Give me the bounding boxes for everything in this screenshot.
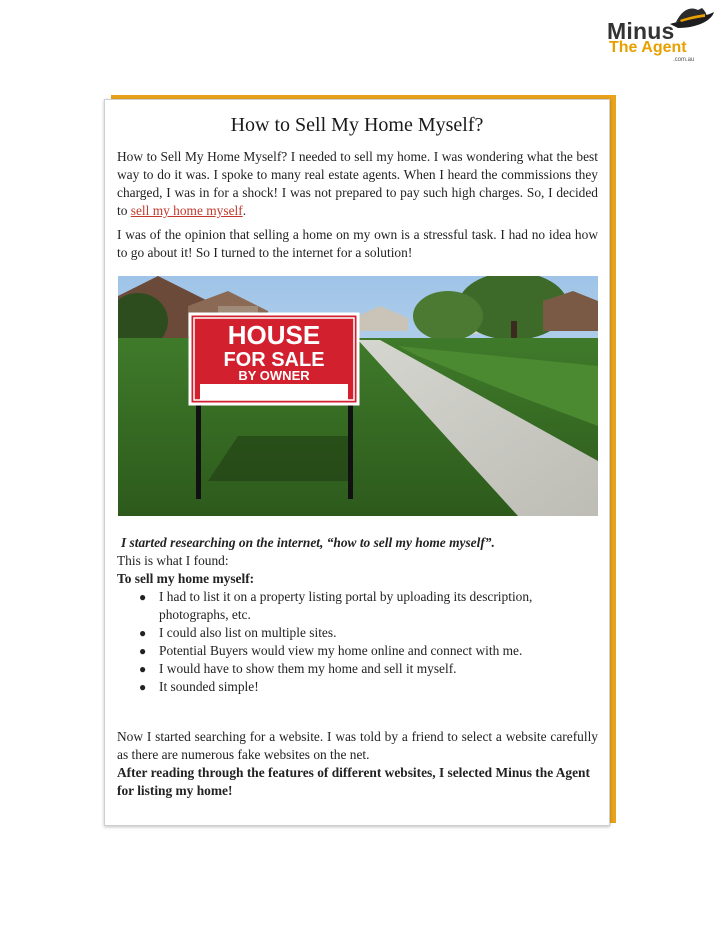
for-sale-sign-photo — [118, 276, 598, 516]
list-item-text: I could also list on multiple sites. — [159, 625, 337, 640]
sign-line3: BY OWNER — [238, 368, 310, 383]
sign-line1: HOUSE — [227, 320, 321, 350]
brand-name-line1: Minus — [607, 18, 675, 44]
bullet-icon: ● — [139, 662, 147, 676]
steps-list — [117, 588, 601, 696]
article-title: How to Sell My Home Myself? — [230, 114, 484, 136]
list-item-text: I would have to show them my home and sell it myself. — [159, 661, 457, 676]
brand-logo — [606, 4, 718, 64]
fedora-hat-icon — [668, 4, 716, 30]
list-item-text: I had to list it on a property listing portal by uploading its description, photographs, etc. — [159, 589, 533, 622]
list-item-text: It sounded simple! — [159, 679, 259, 694]
list-item — [117, 642, 601, 660]
article-card — [104, 99, 610, 826]
list-item-text: Potential Buyers would view my home online and connect with me. — [159, 643, 523, 658]
intro-text: How to Sell My Home Myself? I needed to sell my home. I was wondering what the best way to do it was. I spoke to many real estate agents. When I heard the commissions they charged, I was in for a shock! I was not prepared to pay such high charges. So, I decided to — [117, 149, 598, 218]
bullet-icon: ● — [139, 590, 147, 604]
bullet-icon: ● — [139, 626, 147, 640]
intro-paragraph — [117, 148, 598, 220]
conclusion-paragraph: After reading through the features of different websites, I selected Minus the Agent for listing my home! — [117, 765, 590, 798]
list-item — [117, 660, 601, 678]
list-item — [117, 624, 601, 642]
list-item — [117, 678, 601, 696]
brand-domain: .com.au — [673, 57, 695, 63]
found-line: This is what I found: — [117, 553, 229, 568]
research-line: I started researching on the internet, “how to sell my home myself”. — [121, 535, 495, 550]
sell-heading: To sell my home myself: — [117, 571, 255, 586]
search-paragraph: Now I started searching for a website. I was told by a friend to select a website carefully as there are numerous fake websites on the net. — [117, 729, 598, 762]
opinion-paragraph: I was of the opinion that selling a home on my own is a stressful task. I had no idea how to go about it! So I turned to the internet for a solution! — [117, 227, 598, 260]
sell-my-home-myself-link[interactable]: sell my home myself — [130, 203, 243, 218]
brand-name-line2: The Agent — [609, 39, 687, 56]
bullet-icon: ● — [139, 680, 147, 694]
intro-end: . — [242, 203, 247, 218]
sign-line2: FOR SALE — [223, 349, 325, 371]
list-item — [117, 588, 601, 624]
bullet-icon: ● — [139, 644, 147, 658]
